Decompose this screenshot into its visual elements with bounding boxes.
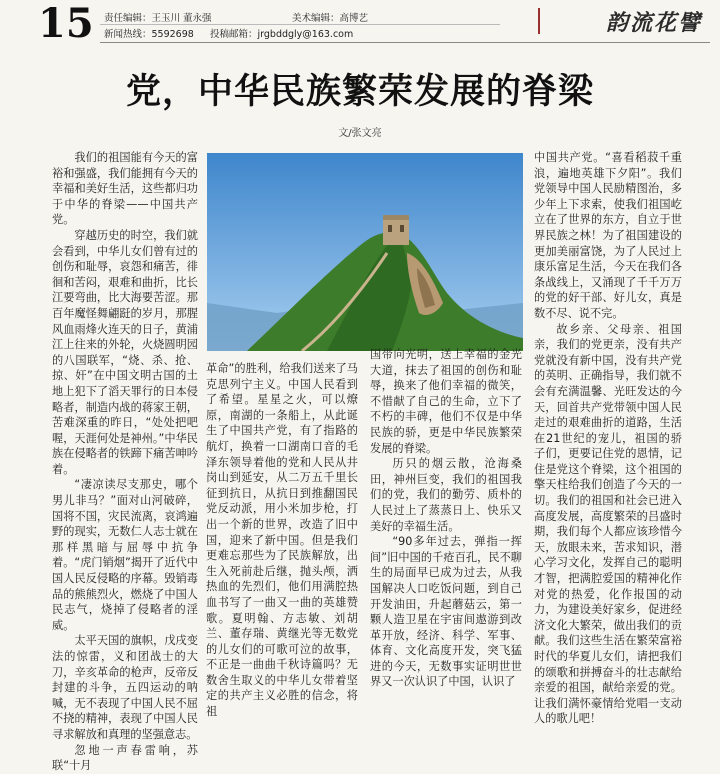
article-column-1: [52, 150, 198, 774]
paragraph: 革命”的胜利，给我们送来了马克思列宁主义。中国人民看到了希望。星星之火，可以燎原，南湖的一条船上，从此诞生了中国共产党，有了指路的航灯，换着一口湖南口音的毛泽东领导着他的党和人民从井岗山到延安，从二万五千里长征到抗日，从抗日到推翻国民党反动派，用小米加步枪，打出一个新的世界，改造了旧中国，迎来了新中国。但是我们更难忘那些为了民族解放，出生入死前赴后继，抛头颅，洒热血的先烈们，他们用满腔热血书写了一曲又一曲的英雄赞歌。夏明翰、方志敏、刘胡兰、董存瑞、黄继光等无数党的儿女们的可歌可泣的故事，不正是一曲曲千秋诗篇吗？无数舍生取义的中华儿女带着坚定的共产主义必胜的信念，将祖: [206, 362, 358, 719]
paragraph: “90多年过去，弹指一挥间”旧中国的千疮百孔，民不聊生的局面早已成为过去，从我国解决人口吃饭问题，到自己开发油田，升起蘑菇云，第一颗人造卫星在宇宙间遨游到改革开放，经济、科学、军事、体育、文化高度开发，突飞猛进的今天，无数事实证明世世界又一次认识了中国，认识了: [370, 535, 522, 689]
email-line: 投稿邮箱：jrgbddgly@163.com: [210, 29, 354, 40]
paragraph: 历只的烟云散，沧海桑田，神州巨变，我们的祖国我们的党，我们的勤劳、质朴的人民过上了蒸蒸日上、快乐又美好的幸福生活。: [370, 457, 522, 533]
article-column-3: [370, 347, 522, 690]
great-wall-illustration: [207, 153, 523, 351]
brand-mark-icon: [538, 8, 550, 34]
article-byline: 文/张文亮: [338, 128, 382, 139]
paragraph: 穿越历史的时空，我们就会看到，中华儿女们曾有过的创伤和耻辱，哀怨和痛苦，徘徊和苦闷，艰难和曲折，比长江要弯曲，比大海要苦涩。那百年魔怪舞翩跹的岁月，那腥风血雨烽火连天的日子，黄浦江上往来的外轮，火烧圆明园的八国联军，“烧、杀、抢、掠、奸”在中国文明古国的土地上犯下了滔天罪行的日本侵略者，制造内战的蒋家王朝，苦难深重的昨日，“处处把吧喔，天涯何处是神州。”中华民族在侵略者的铁蹄下痛苦呻吟着。: [52, 228, 198, 476]
header-divider: [100, 42, 710, 43]
article-column-2: [206, 361, 358, 720]
page-header: [0, 0, 720, 50]
column-brand: 韵流花譬: [605, 10, 702, 36]
hotline-line: 新闻热线：5592698: [104, 29, 194, 40]
paragraph: 太平天国的旗帜，戊戌变法的惊雷，义和团战士的大刀，辛亥革命的枪声，反帝反封建的斗争，五四运动的呐喊，无不表现了中国人民不屈不挠的精神，表现了中国人民寻求解放和真理的坚强意志。: [52, 634, 198, 741]
paragraph: 国带向光明，送上幸福的金光大道，抹去了祖国的创伤和耻辱，换来了他们幸福的微笑，不惜献了自己的生命，立下了不朽的丰碑，他们不仅是中华民族的骄，更是中华民族繁荣发展的脊梁。: [370, 348, 522, 455]
paragraph: “凄凉读尽支那史，哪个男儿非马？”面对山河破碎，国将不国，灾民流离，哀鸿遍野的现实，无数仁人志士就在那样黑暗与屈辱中抗争着。“虎门销烟”揭开了近代中国人民反侵略的序幕。毁销毒品的熊熊烈火，燃烧了中国人民志气，烧掉了侵略者的淫威。: [52, 478, 198, 632]
paragraph: 故乡亲、父母亲、祖国亲，我们的党更亲，没有共产党就没有新中国，没有共产党的英明、正确指导，我们就不会有充满温馨、光旺发达的今天，回首共产党带领中国人民走过的艰难曲折的道路，生活在21世纪的宠儿，祖国的骄子们，更要记住党的恩情，记住是党这个脊梁，这个祖国的擎天柱给我们创造了今天的一切。我们的祖国和社会已进入高度发展，高度繁荣的吕盛时期，我们每个人都应该珍惜今天，放眼未来，苦求知识，潜心学习文化，发挥自己的聪明才智，把满腔爱国的精神化作对党的热爱，化作报国的动力，为建设美好家乡，促进经济文化大繁荣，做出我们的贡献。我们这些生活在繁荣富裕时代的华夏儿女们，请把我们的颂歌和拼搏奋斗的壮志献给亲爱的祖国，献给亲爱的党。让我们满怀豪情给党唱一支动人的歌儿吧！: [534, 322, 682, 726]
paragraph: 我们的祖国能有今天的富裕和强盛，我们能拥有今天的幸福和美好生活，这些都归功于中华的脊梁——中国共产党。: [52, 151, 198, 227]
page-number: 15: [38, 0, 94, 47]
article-column-4: [534, 150, 682, 727]
paragraph: 中国共产党。“喜看稻菽千重浪，遍地英雄下夕阳”。我们党领导中国人民励精图治，多少年上下求索，使我们祖国屹立在了世界的东方，自立于世界民族之林！为了祖国建设的更加美丽富饶，为了人民过上康乐富足生活，今天在我们各条战线上，又涌现了千千万万的党的好干部、好儿女，真是数不尽、说不完。: [534, 151, 682, 320]
paragraph: 忽地一声春雷响，苏联“十月: [52, 743, 198, 773]
article-title: 党，中华民族繁荣发展的脊梁: [125, 71, 594, 112]
editors-line: 责任编辑：王玉川 董永强: [104, 13, 212, 24]
header-divider-thin: [100, 24, 500, 25]
article-photo: [207, 153, 523, 351]
art-editor-line: 美术编辑：高博艺: [292, 13, 369, 24]
